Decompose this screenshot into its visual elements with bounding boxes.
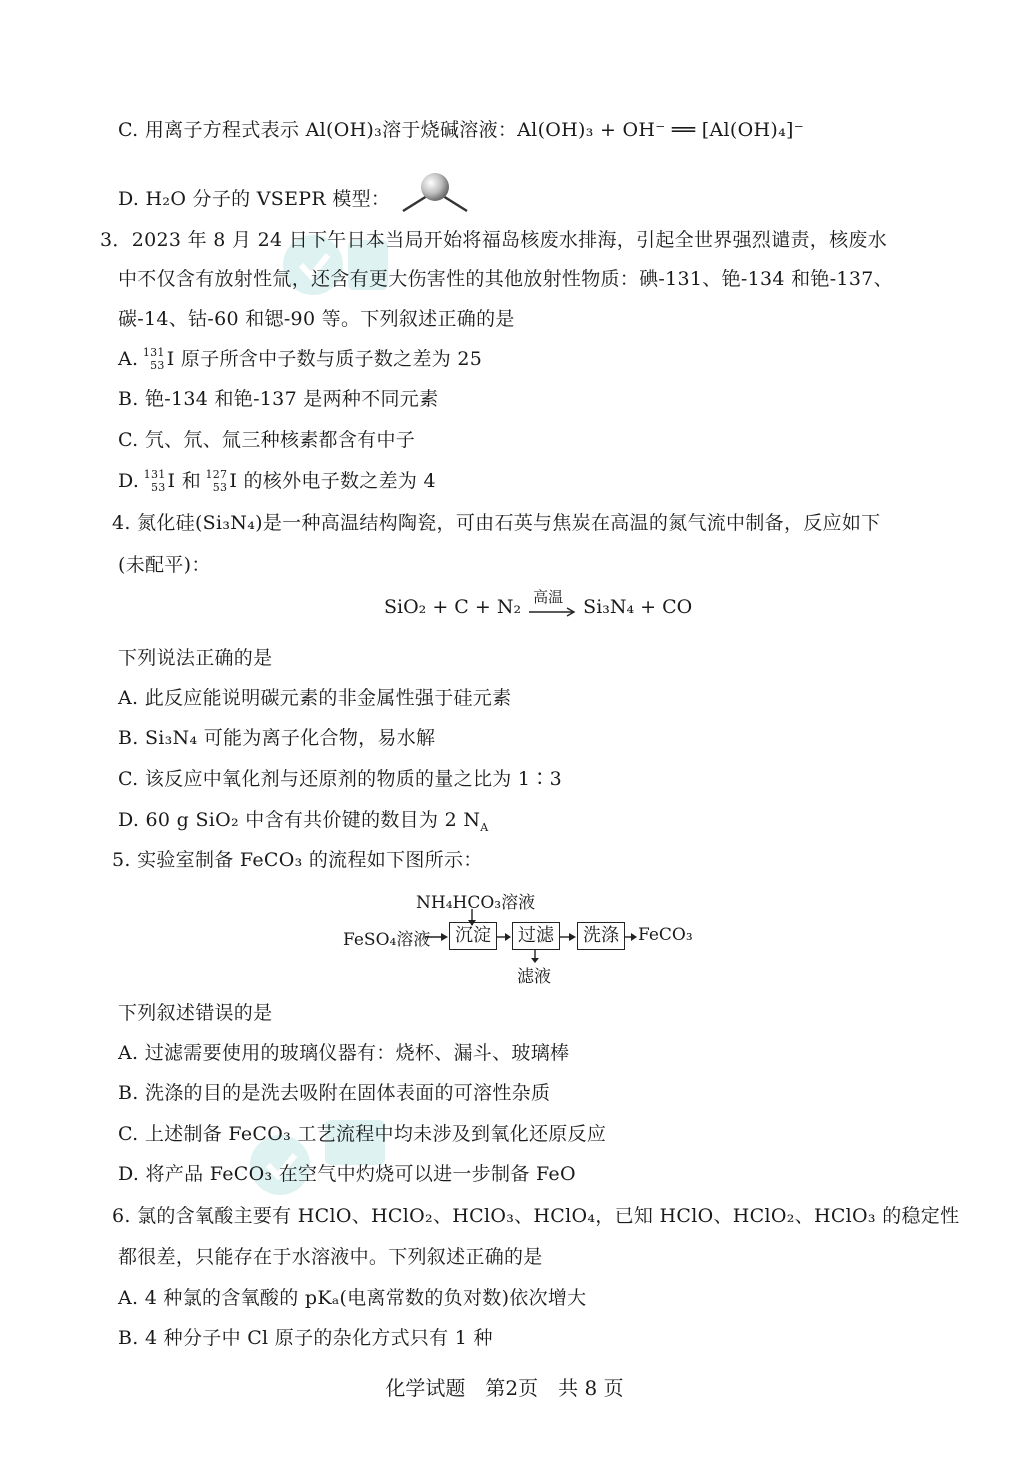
page-footer: [0, 1372, 1009, 1401]
q3-stem-line1: 3．2023 年 8 月 24 日下午日本当局开始将福岛核废水排海，引起全世界强烈谴责，核废水: [100, 229, 888, 251]
reaction-arrow: [527, 588, 577, 618]
watermark-logo-icon: [225, 1105, 425, 1205]
right-arrow-icon: [624, 930, 638, 944]
footer-subject: 化学试题: [385, 1376, 466, 1400]
equation-products: Si₃N₄ + CO: [583, 596, 693, 618]
flow-box-filter: 过滤: [512, 922, 560, 950]
q5-option-b: B. 洗涤的目的是洗去吸附在固体表面的可溶性杂质: [118, 1082, 551, 1104]
q5-question: 下列叙述错误的是: [118, 1002, 273, 1024]
atomic-number: 53: [212, 481, 228, 494]
iodine-131-nuclide: [143, 468, 166, 494]
atomic-number: 53: [150, 481, 166, 494]
q3-option-a-label: A.: [118, 348, 139, 370]
q6-stem-line1: 6. 氯的含氧酸主要有 HClO、HClO₂、HClO₃、HClO₄，已知 HClO、HClO₂、HClO₃ 的稳定性: [112, 1205, 960, 1227]
reaction-condition: 高温: [533, 588, 564, 606]
q5-option-a: A. 过滤需要使用的玻璃仪器有：烧杯、漏斗、玻璃棒: [118, 1042, 570, 1064]
iodine-127-nuclide: [207, 469, 227, 493]
q4-reaction-equation: [384, 588, 693, 618]
q3-stem-line2: 中不仅含有放射性氚，还含有更大伤害性的其他放射性物质：碘-131、铯-134 和铯-137、: [118, 268, 893, 290]
q3-option-d: [118, 468, 436, 494]
q4-option-a: A. 此反应能说明碳元素的非金属性强于硅元素: [118, 687, 512, 709]
q3-option-b: B. 铯-134 和铯-137 是两种不同元素: [118, 388, 439, 410]
right-arrow-icon: [527, 602, 577, 622]
flow-start: FeSO₄溶液: [343, 930, 431, 950]
q2-option-d: [118, 171, 487, 215]
atomic-number: 53: [150, 359, 165, 372]
q2-option-c: C. 用离子方程式表示 Al(OH)₃溶于烧碱溶液：Al(OH)₃ + OH⁻ ══ [Al(OH)₄]⁻: [118, 119, 805, 141]
q5-option-c: C. 上述制备 FeCO₃ 工艺流程中均未涉及到氧化还原反应: [118, 1123, 607, 1145]
flow-box-wash: 洗涤: [577, 922, 625, 950]
equation-reactants: SiO₂ + C + N₂: [384, 596, 522, 618]
avogadro-subscript: A: [480, 820, 489, 834]
q3-option-c: C. 氕、氘、氚三种核素都含有中子: [118, 429, 416, 451]
q3-option-a: [118, 346, 482, 372]
q3-stem-line3: 碳-14、钴-60 和锶-90 等。下列叙述正确的是: [118, 308, 515, 330]
q4-option-d-text: D. 60 g SiO₂ 中含有共价键的数目为 2 N: [118, 809, 481, 831]
q6-option-a: A. 4 种氯的含氧酸的 pKₐ(电离常数的负对数)依次增大: [118, 1287, 587, 1309]
q3-option-d-label: D.: [118, 470, 140, 492]
q6-stem-line2: 都很差，只能存在于水溶液中。下列叙述正确的是: [118, 1246, 543, 1268]
mass-number: 127: [205, 468, 228, 481]
flow-reagent-top: NH₄HCO₃溶液: [416, 893, 536, 913]
flow-box-precipitate: 沉淀: [449, 922, 497, 950]
q4-option-c: C. 该反应中氧化剂与还原剂的物质的量之比为 1∶3: [118, 768, 562, 790]
q5-option-d: D. 将产品 FeCO₃ 在空气中灼烧可以进一步制备 FeO: [118, 1163, 576, 1185]
right-arrow-icon: [496, 930, 512, 944]
q4-stem-line1: 4. 氮化硅(Si₃N₄)是一种高温结构陶瓷，可由石英与焦炭在高温的氮气流中制备，反应如下: [112, 512, 881, 534]
footer-total-pages: 共 8 页: [558, 1376, 624, 1400]
q6-option-b: B. 4 种分子中 Cl 原子的杂化方式只有 1 种: [118, 1327, 493, 1349]
q4-option-b: B. Si₃N₄ 可能为离子化合物，易水解: [118, 727, 436, 749]
q3-option-d-mid: I 和: [167, 470, 201, 492]
water-vsepr-model-icon: [397, 171, 487, 215]
flow-filtrate: 滤液: [517, 967, 551, 987]
q4-question: 下列说法正确的是: [118, 647, 273, 669]
q4-option-d: [118, 807, 489, 833]
right-arrow-icon: [559, 930, 577, 944]
q3-option-d-text: I 的核外电子数之差为 4: [229, 470, 436, 492]
flow-end: FeCO₃: [638, 925, 693, 945]
footer-page-number: 第2页: [485, 1376, 539, 1400]
q3-option-a-text: I 原子所含中子数与质子数之差为 25: [166, 348, 483, 370]
right-arrow-icon: [425, 930, 449, 944]
q4-stem-line2: (未配平)：: [118, 554, 211, 576]
q5-stem: 5. 实验室制备 FeCO₃ 的流程如下图所示：: [112, 849, 483, 871]
mass-number: 131: [142, 346, 165, 359]
q2-option-d-text: D. H₂O 分子的 VSEPR 模型：: [118, 188, 391, 210]
iodine-131-nuclide: [142, 346, 165, 372]
mass-number: 131: [143, 468, 166, 481]
